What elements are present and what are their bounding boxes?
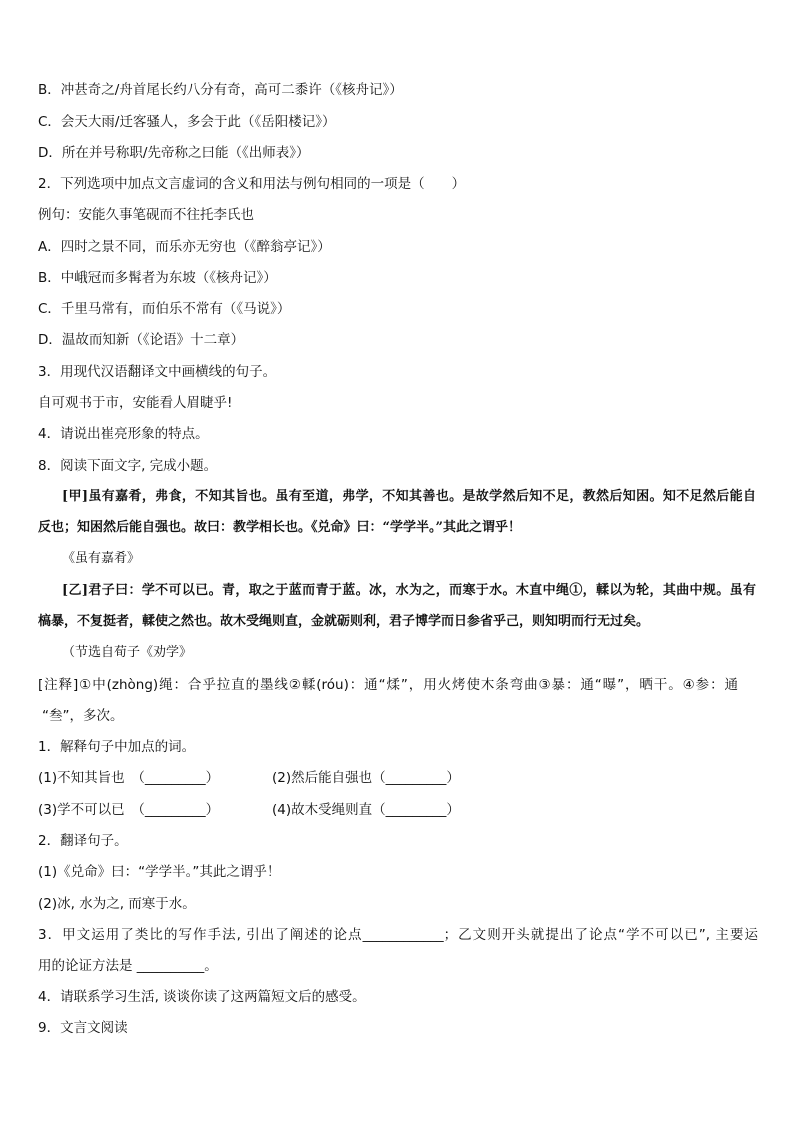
q9-stem: 9．文言文阅读 [38, 1020, 128, 1036]
passage-yi-line1: [乙]君子曰：学不可以已。青，取之于蓝而青于蓝。冰，水为之，而寒于水。木直中绳①，輮以为轮，其曲中规。虽有 [62, 583, 756, 598]
q1-option-b: B．冲甚奇之/舟首尾长约八分有奇，高可二黍许（《核舟记》） [38, 82, 403, 98]
q2-option-b: B．中峨冠而多髯者为东坡（《核舟记》） [38, 270, 277, 286]
q2-option-d: D．温故而知新（《论语》十二章） [38, 332, 245, 348]
annotation-line1: [注释]①中(zhòng)绳：合乎拉直的墨线②輮(róu)：通“煣”，用火烤使木条弯曲③暴：通“曝”，晒干。④参：通 [38, 677, 738, 693]
q8-sub3-line2: 用的论证方法是 __________。 [38, 958, 218, 974]
q8-sub1-item-1: (1)不知其旨也 （_________） [38, 770, 220, 786]
q2-option-a: A．四时之景不同，而乐亦无穷也（《醉翁亭记》） [38, 239, 331, 255]
q8-sub3-line1: 3．甲文运用了类比的写作手法, 引出了阐述的论点____________；乙文则开头就提出了论点“学不可以已”, 主要运 [38, 927, 758, 943]
q8-sub1-item-2: (2)然后能自强也（_________） [272, 770, 460, 786]
passage-yi-line2: 槁暴，不复挺者，輮使之然也。故木受绳则直，金就砺则利，君子博学而日参省乎己，则知明而行无过矣。 [38, 614, 650, 629]
passage-jia-line1: [甲]虽有嘉肴，弗食，不知其旨也。虽有至道，弗学，不知其善也。是故学然后知不足，教然后知困。知不足然后能自 [62, 489, 756, 504]
q8-sub4: 4．请联系学习生活, 谈谈你读了这两篇短文后的感受。 [38, 989, 366, 1005]
q8-sub1-item-3: (3)学不可以已 （_________） [38, 802, 220, 818]
q8-sub2-stem: 2．翻译句子。 [38, 833, 128, 849]
q4-stem: 4．请说出崔亮形象的特点。 [38, 426, 209, 442]
passage-yi-source: （节选自荀子《劝学》 [62, 645, 193, 660]
annotation-line2: “叁”，多次。 [42, 708, 124, 724]
q3-sentence: 自可观书于市，安能看人眉睫乎! [38, 395, 233, 411]
q8-sub1-stem: 1．解释句子中加点的词。 [38, 739, 196, 755]
q8-intro: 8．阅读下面文字, 完成小题。 [38, 458, 218, 474]
passage-jia-line2: 反也；知困然后能自强也。故曰：教学相长也。《兑命》曰：“学学半。”其此之谓乎！ [38, 520, 521, 535]
q2-example: 例句：安能久事笔砚而不往托李氏也 [38, 207, 254, 223]
q1-option-c: C．会天大雨/迁客骚人，多会于此（《岳阳楼记》） [38, 114, 336, 130]
q8-sub2-item-1: (1)《兑命》曰：“学学半。”其此之谓乎！ [38, 864, 281, 880]
q2-option-c: C．千里马常有，而伯乐不常有（《马说》） [38, 301, 291, 317]
q2-stem: 2．下列选项中加点文言虚词的含义和用法与例句相同的一项是（ ） [38, 176, 466, 192]
passage-jia-source: 《虽有嘉肴》 [62, 551, 141, 566]
q8-sub2-item-2: (2)冰, 水为之, 而寒于水。 [38, 896, 196, 912]
q3-stem: 3．用现代汉语翻译文中画横线的句子。 [38, 364, 277, 380]
q1-option-d: D．所在并号称职/先帝称之曰能（《出师表》） [38, 145, 310, 161]
q8-sub1-item-4: (4)故木受绳则直（_________） [272, 802, 460, 818]
